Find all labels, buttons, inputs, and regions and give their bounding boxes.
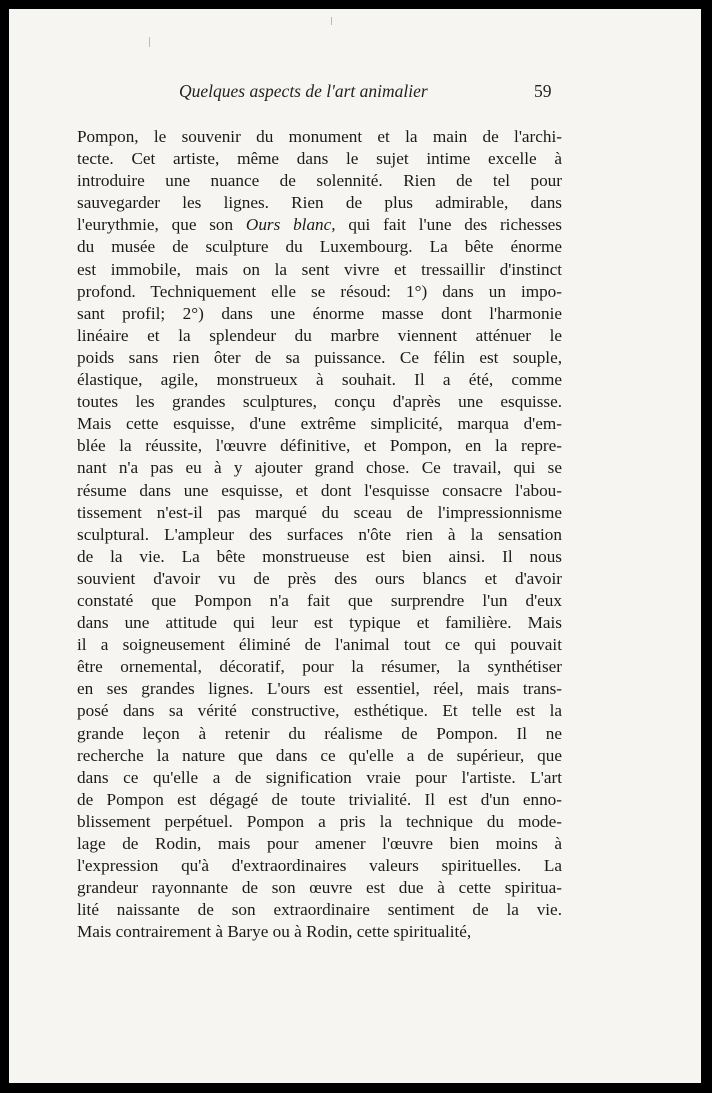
text-line: de la vie. La bête monstrueuse est bien ainsi. Il nous [77, 546, 562, 566]
text-line: Mais cette esquisse, d'une extrême simplicité, marqua d'em- [77, 414, 562, 434]
text-line: Pompon, le souvenir du monument et la main de l'archi- [77, 127, 562, 146]
body-text [77, 126, 562, 943]
text-line: est immobile, mais on la sent vivre et tressaillir d'instinct [77, 259, 562, 279]
page-number: 59 [534, 81, 552, 101]
text-line: souvient d'avoir vu de près des ours blancs et d'avoir [77, 568, 562, 588]
text-line: constaté que Pompon n'a fait que surprendre l'un d'eux [77, 590, 562, 610]
text-line-start: l'eurythmie, que son [77, 215, 246, 235]
scan-speck [331, 17, 332, 25]
book-page [9, 9, 701, 1083]
text-line-end: qui fait l'une des richesses [335, 215, 562, 235]
text-line: blée la réussite, l'œuvre définitive, et Pompon, en la repre- [77, 436, 562, 456]
text-line: posé dans sa vérité constructive, esthétique. Et telle est la [77, 701, 562, 721]
text-line: être ornemental, décoratif, pour la résumer, la synthétiser [77, 657, 562, 677]
running-head [9, 81, 701, 109]
text-line: introduire une nuance de solennité. Rien de tel pour [77, 171, 562, 191]
text-line: élastique, agile, monstrueux à souhait. Il a été, comme [77, 370, 562, 390]
text-line: lité naissante de son extraordinaire sentiment de la vie. [77, 900, 562, 920]
text-line: linéaire et la splendeur du marbre viennent atténuer le [77, 325, 562, 345]
work-title: Ours blanc, [245, 215, 336, 235]
text-line: résume dans une esquisse, et dont l'esquisse consacre l'abou- [77, 480, 562, 500]
text-line: lage de Rodin, mais pour amener l'œuvre bien moins à [77, 834, 562, 853]
text-line [77, 214, 562, 236]
text-line: recherche la nature que dans ce qu'elle a de supérieur, que [77, 745, 562, 765]
text-line: poids sans rien ôter de sa puissance. Ce félin est souple, [77, 347, 562, 367]
text-line: l'expression qu'à d'extraordinaires valeurs spirituelles. La [77, 856, 562, 876]
text-line: nant n'a pas eu à y ajouter grand chose. Ce travail, qui se [77, 458, 562, 478]
text-line: du musée de sculpture du Luxembourg. La bête énorme [77, 237, 562, 257]
running-title: Quelques aspects de l'art animalier [179, 81, 428, 101]
text-line: de Pompon est dégagé de toute trivialité. Il est d'un enno- [77, 789, 562, 809]
text-line: sant profil; 2°) dans une énorme masse dont l'harmonie [77, 303, 562, 323]
text-line: grandeur rayonnante de son œuvre est due à cette spiritua- [77, 878, 562, 898]
text-line: grande leçon à retenir du réalisme de Pompon. Il ne [77, 723, 562, 743]
text-line: tissement n'est-il pas marqué du sceau de l'impressionnisme [77, 502, 562, 522]
text-line: profond. Techniquement elle se résoud: 1°) dans un impo- [77, 281, 562, 301]
text-line: dans ce qu'elle a de signification vraie pour l'artiste. L'art [77, 767, 562, 787]
text-line: tecte. Cet artiste, même dans le sujet intime excelle à [77, 149, 562, 169]
text-line: sauvegarder les lignes. Rien de plus admirable, dans [77, 193, 562, 213]
text-line: en ses grandes lignes. L'ours est essentiel, réel, mais trans- [77, 679, 562, 699]
text-line: il a soigneusement éliminé de l'animal tout ce qui pouvait [77, 635, 562, 655]
text-line: toutes les grandes sculptures, conçu d'après une esquisse. [77, 392, 562, 412]
text-line: dans une attitude qui leur est typique et familière. Mais [77, 613, 562, 633]
scan-speck [149, 37, 150, 47]
text-line: Mais contrairement à Barye ou à Rodin, cette spiritualité, [77, 922, 472, 942]
text-line: blissement perpétuel. Pompon a pris la technique du mode- [77, 811, 562, 831]
text-line: sculptural. L'ampleur des surfaces n'ôte rien à la sensation [77, 524, 562, 544]
